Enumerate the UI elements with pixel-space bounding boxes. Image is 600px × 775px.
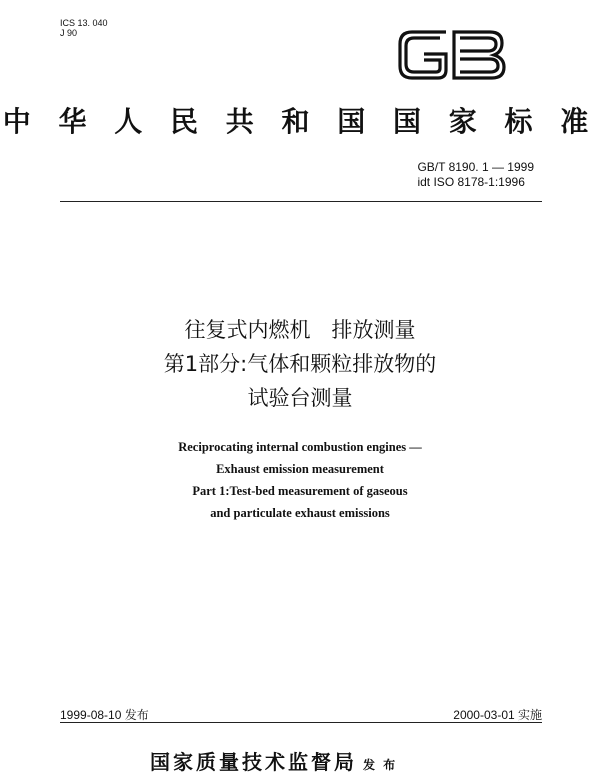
chinese-title-line-2: 第1部分:气体和颗粒排放物的 [163, 352, 437, 376]
chinese-title-line-1: 往复式内燃机 排放测量 [184, 318, 416, 342]
standard-category-title: 中 华 人 民 共 和 国 国 家 标 准 [2, 105, 598, 138]
chinese-title [0, 313, 600, 415]
classification-codes [60, 18, 108, 38]
chinese-title-line-3: 试验台测量 [247, 386, 353, 410]
english-title-line-3: Part 1:Test-bed measurement of gaseous [192, 484, 408, 498]
english-title [0, 436, 600, 524]
english-title-line-1: Reciprocating internal combustion engines — [178, 440, 422, 454]
ics-code: ICS 13. 040 [60, 18, 108, 28]
implementation-date: 2000-03-01 实施 [453, 708, 542, 722]
english-title-line-2: Exhaust emission measurement [216, 462, 384, 476]
publisher-name: 国家质量技术监督局 [150, 750, 357, 774]
standard-numbers [417, 160, 534, 190]
bottom-divider [60, 722, 542, 723]
standard-number: GB/T 8190. 1 — 1999 [417, 160, 534, 174]
publisher [150, 746, 397, 775]
ccs-code: J 90 [60, 28, 78, 38]
publisher-suffix: 发 布 [363, 758, 398, 772]
adoption-reference: idt ISO 8178-1:1996 [417, 175, 525, 189]
gb-logo-graphic [396, 24, 508, 86]
top-divider [60, 201, 542, 202]
english-title-line-4: and particulate exhaust emissions [210, 506, 390, 520]
issue-date: 1999-08-10 发布 [60, 708, 149, 722]
gb-logo [396, 24, 508, 90]
